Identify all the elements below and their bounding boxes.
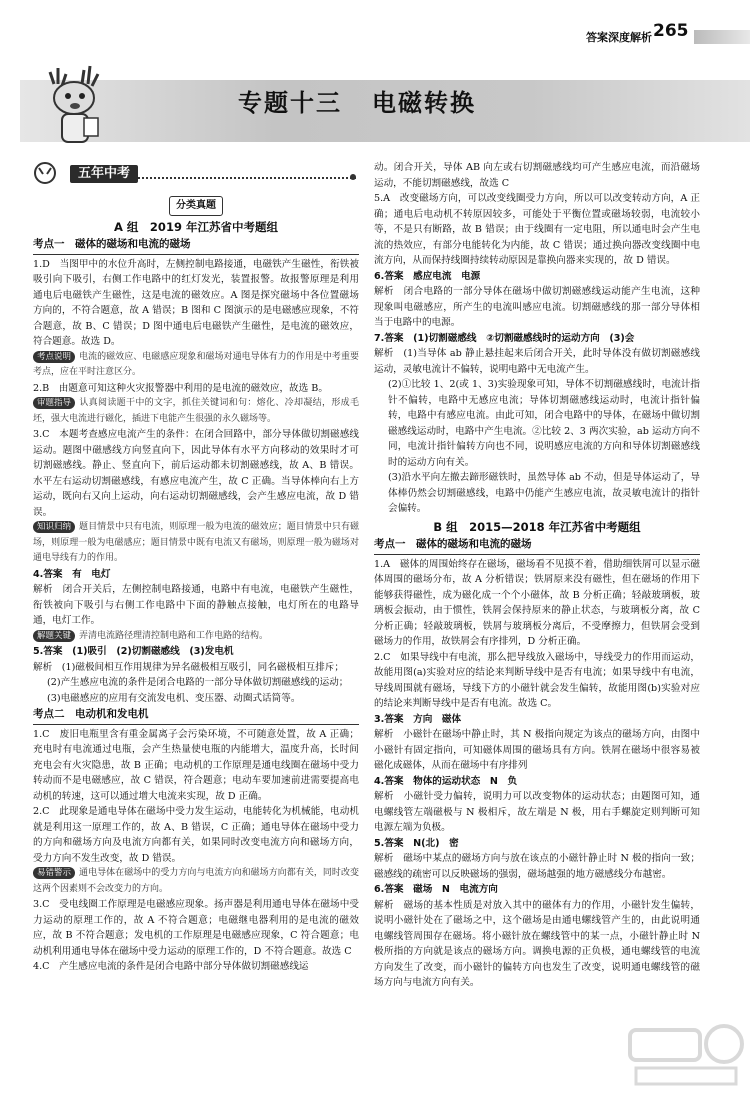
section-heading: 考点一 磁体的磁场和电流的磁场 [33,237,359,255]
answer-1: 1.D 当图甲中的水位升高时，左侧控制电路接通，电磁铁产生磁性，衔铁被吸引向下吸引，右侧工作电路中的红灯发光，装置报警。故报警原理是利用通电后电磁铁产生磁性，这是电流的磁效应。A 图是探究磁场中各位置磁场方向的，不符合题意，故 A 错误；B 图和 C 图演示的是电磁感应现象，不符合题意，故 B、C 错误；D 图中通电后电磁铁产生磁性，是电流的磁效应，符合题意。故选 D。 [33,258,359,347]
group-a-heading: A 组 2019 年江苏省中考题组 [114,219,278,234]
answer-b1: 1.A 磁体的周围始终存在磁场，磁场看不见摸不着，借助细铁屑可以显示磁体周围的磁场分布，故 A 分析错误；铁屑原来没有磁性，但在磁场的作用下能够获得磁性，成为磁化成一个个小磁体，故 B 分析正确；轻敲玻璃板，玻璃板会振动，由于惯性，铁屑会保持原来的静止状态，与玻璃板分离，故 C 分析正确；轻敲玻璃板，铁屑与玻璃板分离后，不受摩擦力，但铁屑会受到磁场力的作用，故铁屑会有序排列，D 分析正确。 [374,558,700,647]
page-number: 265 [653,21,689,41]
analysis-5-part3: (3)电磁感应的应用有交流发电机、变压器、动圈式话筒等。 [47,692,301,704]
answer-7: 2.C 此现象是通电导体在磁场中受力发生运动，电能转化为机械能，电动机就是利用这一原理工作的，故 A、B 错误，C 正确；通电导体在磁场中受力的方向和磁场方向及电流方向都有关，如果同时改变电流方向和磁场方向，受力方向不发生改变，故 D 错误。 [33,806,359,864]
page-header [0,0,750,48]
divider [138,177,356,179]
analysis-5: 解析 (1)磁极间相互作用规律为异名磁极相互吸引，同名磁极相互排斥； [33,661,344,673]
tip-text: 题目情景中只有电流，则原理一般为电流的磁效应；题目情景中只有磁场，则原理一般为电磁感应；题目情景中既有电流又有磁场，则原理一般为磁场对通电导线有力的作用。 [33,522,359,563]
analysis-b4: 解析 小磁针受力偏转，说明力可以改变物体的运动状态；由题图可知，通电螺线管左端磁极与 N 极相斥，故左端是 N 极，用右手螺旋定则判断可知电源左端为负极。 [374,791,700,833]
watermark-logo-icon [626,1018,746,1090]
tip-tag: 易错警示 [33,867,75,879]
analysis-b3: 解析 小磁针在磁场中静止时，其 N 极指向规定为该点的磁场方向，由图中小磁针有固定指向，可知磁体周围的磁场具有方向。铁屑在磁场中很容易被磁化成磁体，从而在磁场中有序排列 [374,729,700,771]
section-heading: 考点一 磁体的磁场和电流的磁场 [374,537,700,555]
answer-b4: 4.答案 物体的运动状态 N 负 [374,775,518,787]
section-heading: 考点二 电动机和发电机 [33,707,359,725]
answer-b2: 2.C 如果导线中有电流，那么把导线放入磁场中，导线受力的作用而运动，故能用图(a)实验对应的结论来判断导线中是否有电流；如果导线中有电流，导线周围就有磁场，导线下方的小磁针就会发生偏转，故能用图(b)实验对应的结论来判断导线中是否有电流。故选 C。 [374,651,700,709]
right-column [374,160,700,991]
left-column [33,190,359,975]
tip-text: 弄清电流路径理清控制电路和工作电路的结构。 [79,630,269,641]
group-b-heading: B 组 2015—2018 年江苏省中考题组 [433,519,641,534]
analysis-r3-part3: (3)沿水平向左撤去蹄形磁铁时，虽然导体 ab 不动，但是导体运动了，导体棒仍然会切割磁感线，电路中仍能产生感应电流，故灵敏电流计的指针会偏转。 [388,472,700,514]
topic-title [238,89,476,117]
tip-tag: 解题关键 [33,630,75,642]
category-chip: 分类真题 [169,196,223,216]
tip-text: 电流的磁效应、电磁感应现象和磁场对通电导体有力的作用是中考重要考点，应在平时注意区分。 [33,351,359,377]
header-decoration [694,30,750,44]
analysis-4: 解析 闭合开关后，左侧控制电路接通，电路中有电流，电磁铁产生磁性，衔铁被向下吸引与右侧工作电路中下面的静触点接触，电灯所在的电路导通，电灯工作。 [33,584,359,626]
reindeer-mascot-icon [28,64,116,150]
header-label: 答案深度解析 [586,31,652,44]
answer-3: 3.C 本题考查感应电流产生的条件：在闭合回路中，部分导体做切割磁感线运动。题图中磁感线方向竖直向下，因此导体有水平方向移动的效果时才可切割磁感线。静止、竖直向下，前后运动都未切割磁感线，故 A、B 错误。水平左右运动切割磁感线，有感应电流产生，故 C 正确。当导体棒向右上方运动，既向右又向上运动，向右运动切割磁感线，会产生感应电流，故 D 错误。 [33,429,359,518]
answer-8: 3.C 受电线圈工作原理是电磁感应现象。扬声器是利用通电导体在磁场中受力运动的原理工作的，故 A 不符合题意；电磁继电器利用的是电流的磁效应，故 B 不符合题意；发电机的工作原理是电磁感应现象，C 符合题意；电动机利用通电导体在磁场中受力运动的原理工作的，D 不符合题意。故选 C [33,899,359,957]
analysis-r2: 解析 闭合电路的一部分导体在磁场中做切割磁感线运动能产生电流，这种现象叫电磁感应，所产生的电流叫感应电流。切割磁感线的那一部分导体相当于电路中的电源。 [374,286,700,328]
analysis-b5: 解析 磁场中某点的磁场方向与放在该点的小磁针静止时 N 极的指向一致；磁感线的疏密可以反映磁场的强弱，磁场越强的地方磁感线分布越密。 [374,853,700,880]
tip-tag: 审题指导 [33,397,75,409]
answer-continued: 动。闭合开关，导体 AB 向左或右切割磁感线均可产生感应电流，而沿磁场运动，不能切割磁感线，故选 C [374,162,700,189]
topic-name: 电磁转换 [372,89,476,117]
tip-tag: 知识归纳 [33,521,75,533]
topic-number: 专题十三 [238,89,342,117]
analysis-5-part2: (2)产生感应电流的条件是闭合电路的一部分导体做切割磁感线的运动； [47,677,349,688]
tip-tag: 考点说明 [33,351,75,363]
answer-4: 4.答案 有 电灯 [33,568,111,580]
answer-6: 1.C 废旧电瓶里含有重金属离子会污染环境，不可随意处置，故 A 正确；充电时有电流通过电瓶，会产生热量使电瓶的内能增大，温度升高，长时间充电会有火灾隐患，故 B 正确；电动机的工作原理是通电线圈在磁场中受力转动而不是电磁感应，故 C 错误，符合题意；电动车要加速前进需要提高电动机的转速，这可以通过增大电流来实现，故 D 正确。 [33,728,359,802]
answer-b6: 6.答案 磁场 N 电流方向 [374,884,498,895]
answer-r3: 7.答案 (1)切割磁感线 ②切割磁感线时的运动方向 (3)会 [374,332,635,344]
tip-text: 通电导体在磁场中的受力方向与电流方向和磁场方向都有关，同时改变这两个因素则不会改变力的方向。 [33,868,359,894]
answer-2: 2.B 由题意可知这种火灾报警器中利用的是电流的磁效应，故选 B。 [33,382,328,394]
five-years-label: 五年中考 [70,165,138,183]
answer-5: 5.答案 (1)吸引 (2)切割磁感线 (3)发电机 [33,646,234,657]
analysis-b6: 解析 磁场的基本性质是对放入其中的磁体有力的作用，小磁针发生偏转，说明小磁针处在了磁场之中，这个磁场是由通电螺线管产生的，由此说明通电螺线管周围存在磁场。将小磁针放在螺线管中的某一点，小磁针静止时 N 极所指的方向就是该点的磁场方向。调换电源的正负极，通电螺线管的电流方向发生了改变，而小磁针的偏转方向也发生了改变，说明通电螺线管的磁场方向与电流方向有关。 [374,899,700,988]
answer-r1: 5.A 改变磁场方向，可以改变线圈受力方向，所以可以改变转动方向，A 正确；通电后电动机不转原因较多，可能处于平衡位置或磁场较弱，电流较小等，不是只有断路，故 B 错误；由于线圈有一定电阻，所以通电时会产生电流的热效应，有部分电能转化为内能，故 C 错误；通过换向器改变线圈中电流方向，从而保持线圈持续转动原因是靠换向器来实现的，故 D 错误。 [374,193,700,266]
answer-9: 4.C 产生感应电流的条件是闭合电路中部分导体做切割磁感线运 [33,961,309,972]
tip-text: 认真阅读题干中的文字，抓住关键词和句：熔化、冷却凝结，形成毛坯，强大电流进行磁化，插进下电能产生很强的永久磁场等。 [33,398,359,424]
analysis-r3-part2: (2)①比较 1、2(或 1、3)实验现象可知，导体不切割磁感线时，电流计指针不偏转，电路中无感应电流；导体切割磁感线运动时，电流计指针偏转，电路中有感应电流。由此可知，闭合电路中的导体，在磁场中做切割磁感线运动时，电路中产生电流。②比较 2、3 两次实验，ab 运动方向不同，电流计指针偏转方向也不同，说明感应电流的方向和导体切割磁感线时的运动方向有关。 [388,379,700,468]
analysis-r3: 解析 (1)当导体 ab 静止悬挂起来后闭合开关，此时导体没有做切割磁感线运动，灵敏电流计不偏转，说明电路中无电流产生。 [374,348,700,375]
answer-b5: 5.答案 N(北) 密 [374,837,459,849]
answer-r2: 6.答案 感应电流 电源 [374,270,481,282]
answer-b3: 3.答案 方向 磁体 [374,713,462,725]
